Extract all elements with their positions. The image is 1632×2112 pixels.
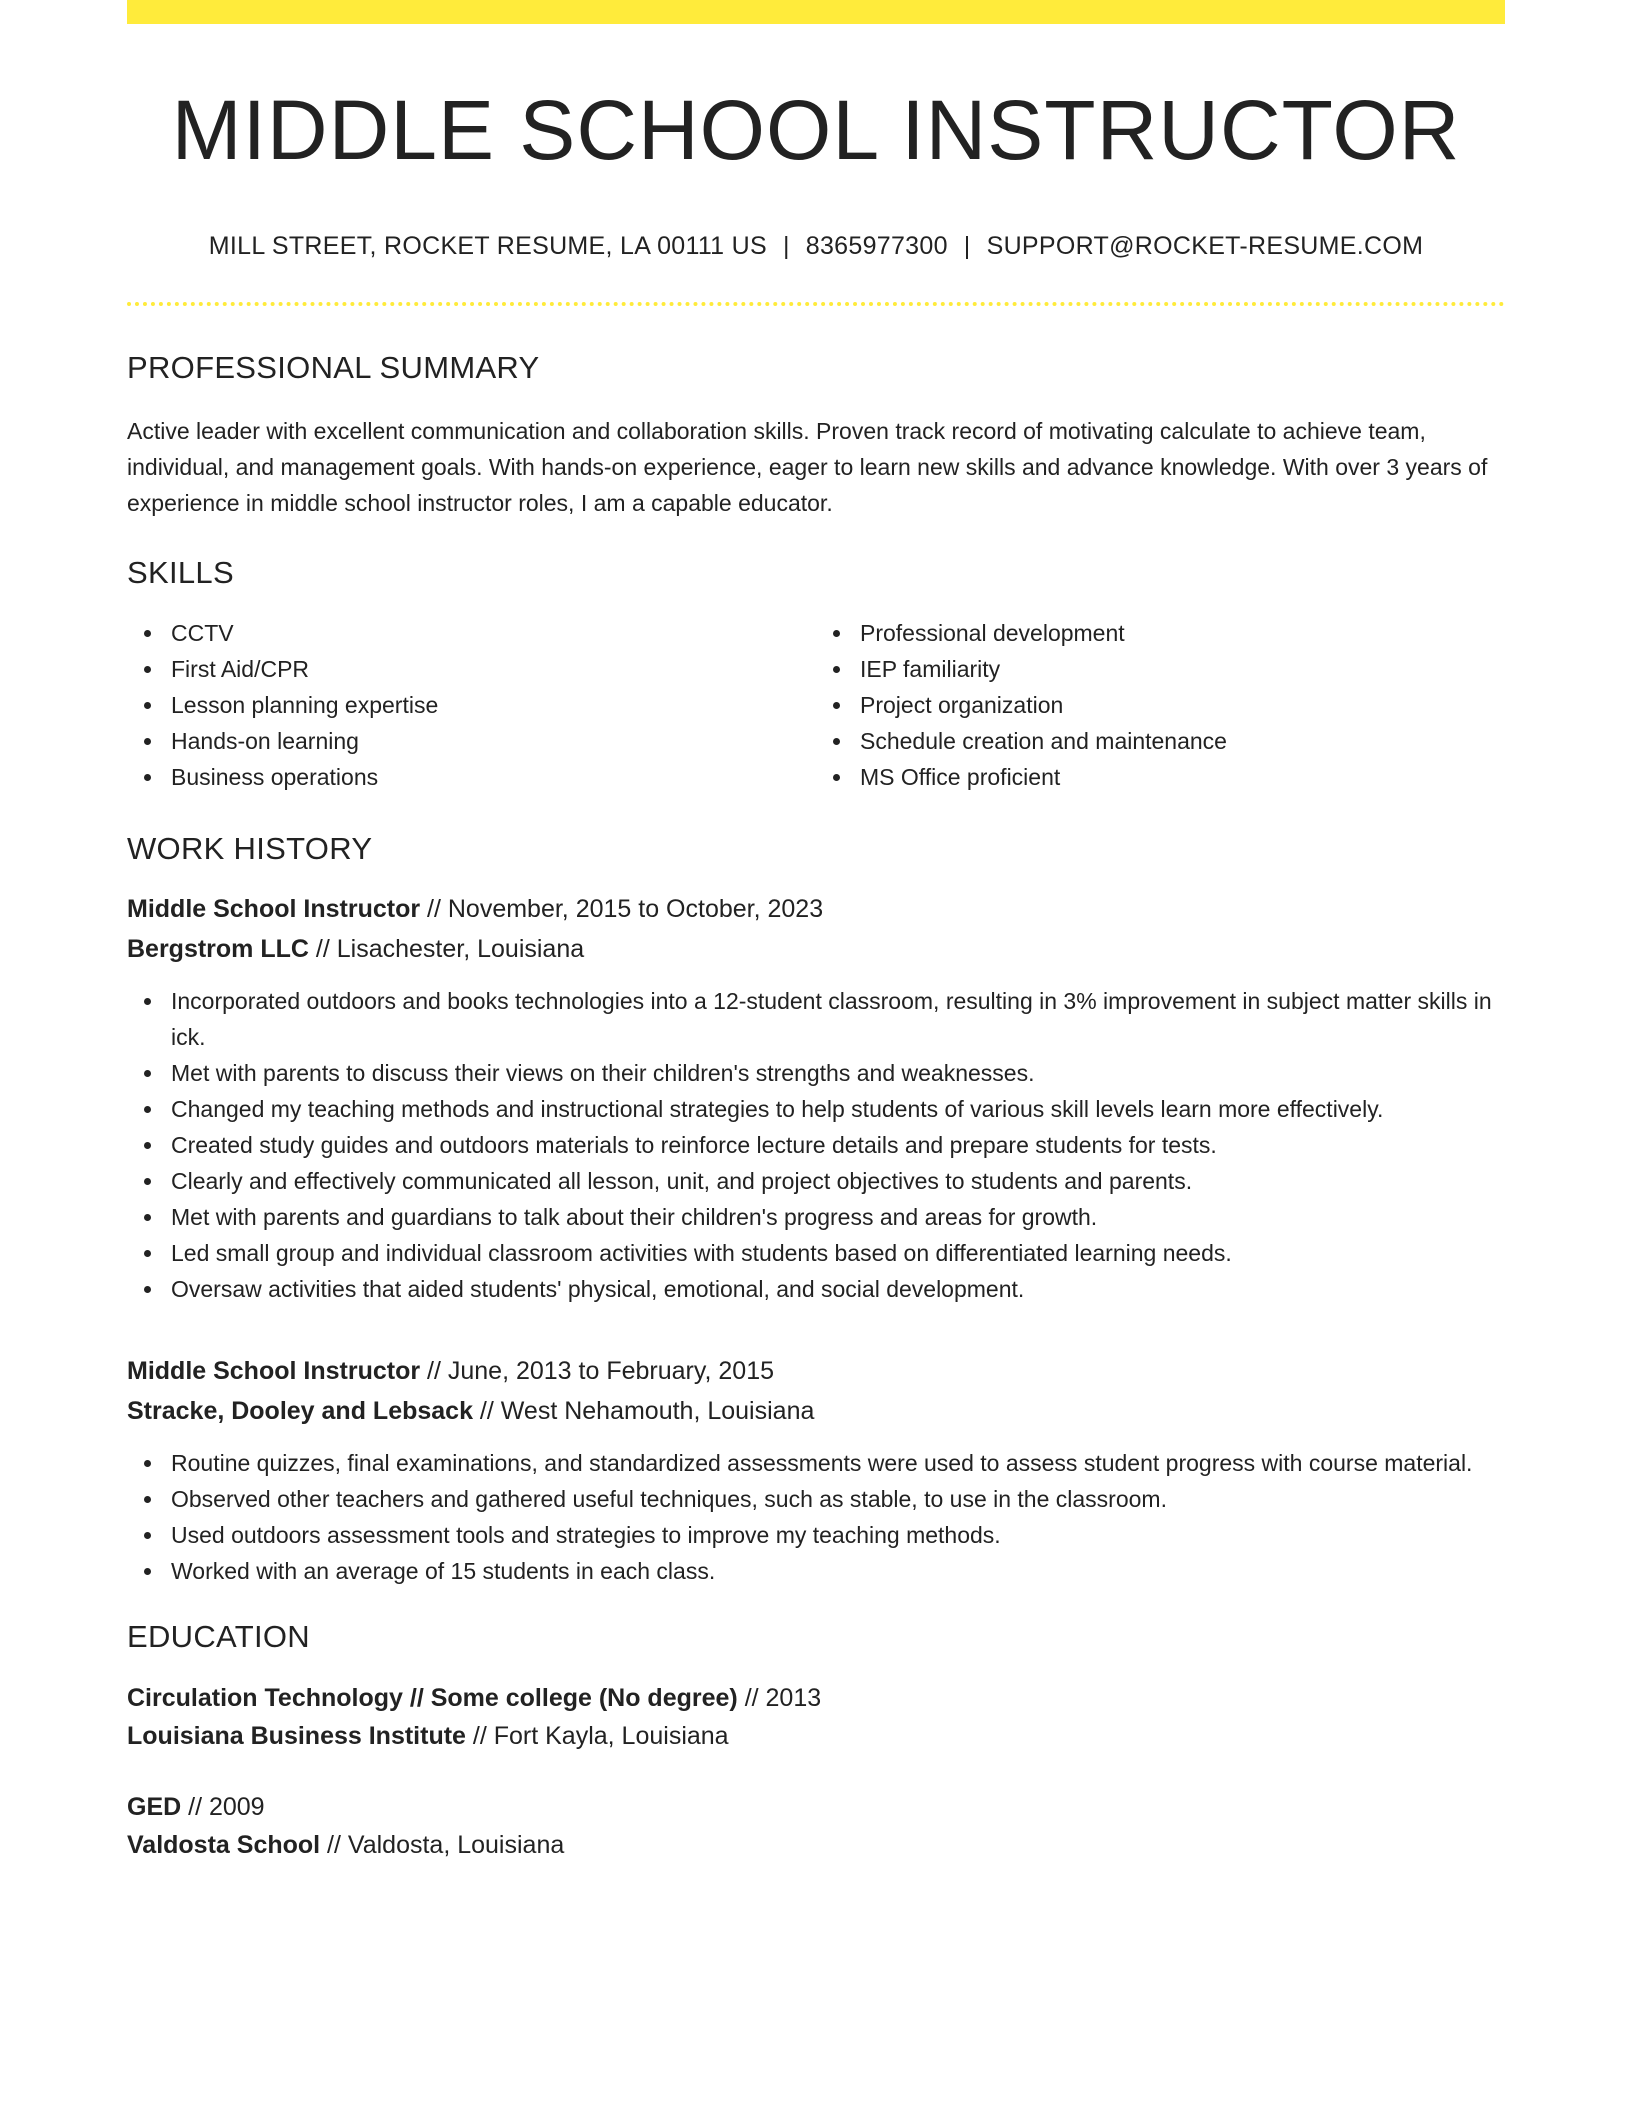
job-company: Stracke, Dooley and Lebsack: [127, 1397, 473, 1426]
job-bullet: Routine quizzes, final examinations, and standardized assessments were used to assess student progress with course material.: [171, 1445, 1505, 1481]
job-title-line: [127, 889, 1505, 929]
job-location: // West Nehamouth, Louisiana: [472, 1397, 815, 1426]
dotted-divider: [127, 302, 1505, 306]
skill-item: IEP familiarity: [860, 651, 1505, 687]
job-bullet: Met with parents to discuss their views on their children's strengths and weaknesses.: [171, 1055, 1505, 1091]
skill-item: MS Office proficient: [860, 759, 1505, 795]
skill-item: Project organization: [860, 687, 1505, 723]
skill-item: Hands-on learning: [171, 723, 816, 759]
job-bullet: Oversaw activities that aided students' physical, emotional, and social development.: [171, 1271, 1505, 1307]
skills-column-right: [816, 615, 1505, 795]
skill-item: Business operations: [171, 759, 816, 795]
job-dates: // June, 2013 to February, 2015: [420, 1357, 775, 1386]
job-bullet: Observed other teachers and gathered useful techniques, such as stable, to use in the classroom.: [171, 1481, 1505, 1517]
job-title: Middle School Instructor: [127, 895, 421, 924]
edu-school-line: [127, 1826, 1505, 1864]
edu-degree: GED: [127, 1793, 182, 1822]
edu-year: // 2013: [737, 1684, 822, 1713]
edu-year: // 2009: [181, 1793, 265, 1822]
edu-degree-line: [127, 1788, 1505, 1826]
job-bullet: Met with parents and guardians to talk about their children's progress and areas for growth.: [171, 1199, 1505, 1235]
education-section: [127, 1619, 1505, 1864]
edu-degree: Circulation Technology // Some college (No degree): [127, 1684, 738, 1713]
job-bullet: Used outdoors assessment tools and strategies to improve my teaching methods.: [171, 1517, 1505, 1553]
job-bullets: [127, 983, 1505, 1307]
section-heading: PROFESSIONAL SUMMARY: [127, 350, 540, 386]
job-title: Middle School Instructor: [127, 1357, 421, 1386]
skill-item: Schedule creation and maintenance: [860, 723, 1505, 759]
job-company-line: [127, 1391, 1505, 1431]
section-heading: WORK HISTORY: [127, 831, 373, 867]
job-bullet: Changed my teaching methods and instructional strategies to help students of various skill levels learn more effectively.: [171, 1091, 1505, 1127]
job-location: // Lisachester, Louisiana: [308, 935, 585, 964]
edu-school-line: [127, 1717, 1505, 1755]
skills-column-left: [127, 615, 816, 795]
job-bullet: Clearly and effectively communicated all lesson, unit, and project objectives to students and parents.: [171, 1163, 1505, 1199]
job-bullet: Incorporated outdoors and books technologies into a 12-student classroom, resulting in 3% improvement in subject matter skills in ick.: [171, 983, 1505, 1055]
resume-page: [127, 0, 1505, 1864]
job-title-line: [127, 1351, 1505, 1391]
edu-school: Louisiana Business Institute: [127, 1722, 466, 1751]
job-bullet: Led small group and individual classroom activities with students based on differentiated learning needs.: [171, 1235, 1505, 1271]
job-bullets: [127, 1445, 1505, 1589]
skill-item: Lesson planning expertise: [171, 687, 816, 723]
section-heading: SKILLS: [127, 555, 234, 591]
top-accent-bar: [127, 0, 1505, 24]
section-heading: EDUCATION: [127, 1619, 310, 1655]
work-history-section: [127, 831, 1505, 1589]
job-dates: // November, 2015 to October, 2023: [420, 895, 824, 924]
edu-school: Valdosta School: [127, 1831, 321, 1860]
contact-separator: |: [963, 232, 971, 261]
skill-item: First Aid/CPR: [171, 651, 816, 687]
contact-line: [127, 232, 1505, 261]
edu-location: // Fort Kayla, Louisiana: [465, 1722, 729, 1751]
job-bullet: Created study guides and outdoors materials to reinforce lecture details and prepare students for tests.: [171, 1127, 1505, 1163]
contact-separator: |: [782, 232, 790, 261]
summary-section: [127, 350, 1505, 521]
address: MILL STREET, ROCKET RESUME, LA 00111 US: [208, 232, 767, 261]
skills-section: [127, 555, 1505, 795]
job-bullet: Worked with an average of 15 students in each class.: [171, 1553, 1505, 1589]
phone: 8365977300: [805, 232, 948, 261]
skills-columns: [127, 615, 1505, 795]
job-company: Bergstrom LLC: [127, 935, 309, 964]
job-company-line: [127, 929, 1505, 969]
email: SUPPORT@ROCKET-RESUME.COM: [986, 232, 1424, 261]
resume-title: MIDDLE SCHOOL INSTRUCTOR: [171, 83, 1461, 177]
edu-degree-line: [127, 1679, 1505, 1717]
summary-text: Active leader with excellent communication and collaboration skills. Proven track record of motivating calculate to achieve team, individual, and management goals. With hands-on experience, eager to learn new skills and advance knowledge. With over 3 years of experience in middle school instructor roles, I am a capable educator.: [127, 418, 1488, 517]
skill-item: CCTV: [171, 615, 816, 651]
skill-item: Professional development: [860, 615, 1505, 651]
edu-location: // Valdosta, Louisiana: [320, 1831, 565, 1860]
